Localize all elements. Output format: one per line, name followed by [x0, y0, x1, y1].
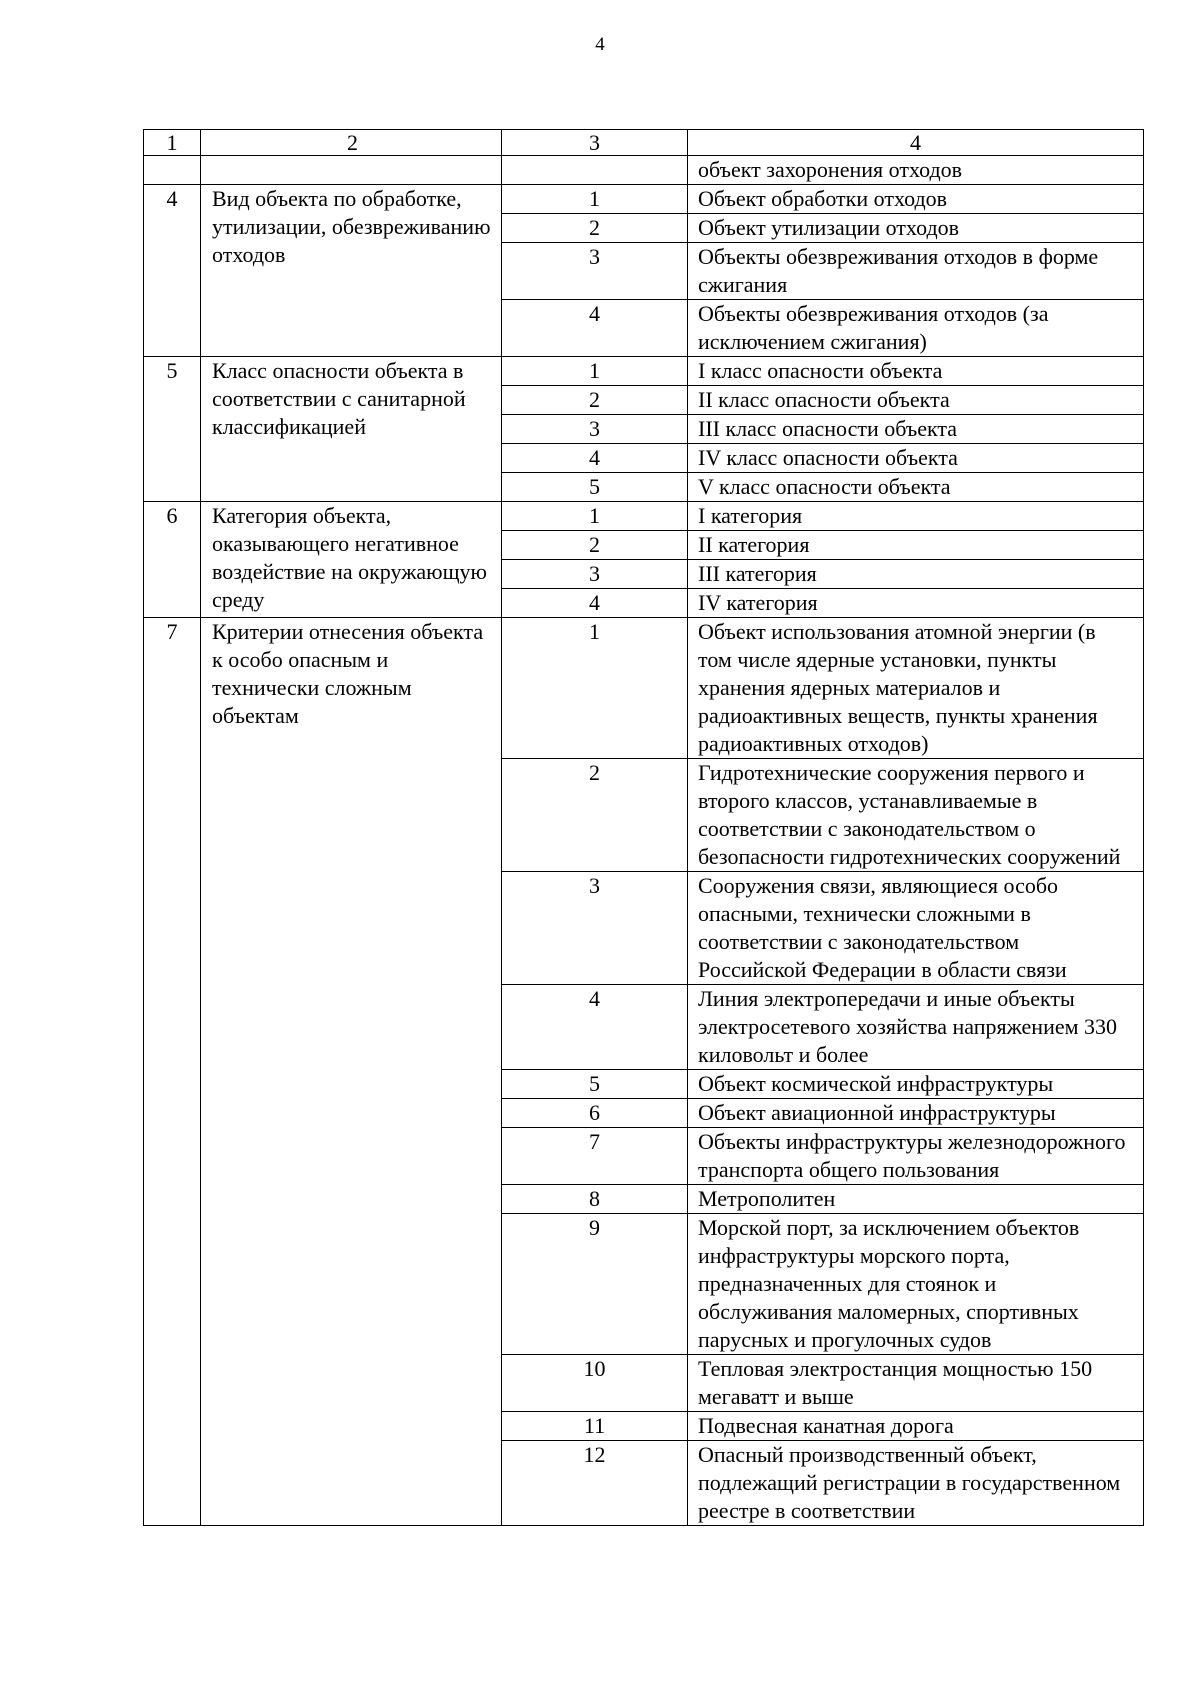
item-text: Опасный производственный объект, подлежащий регистрации в государственном реестре в соответствии	[688, 1441, 1144, 1526]
item-code: 12	[502, 1441, 688, 1526]
group-id: 7	[144, 618, 201, 1526]
item-text: Сооружения связи, являющиеся особо опасными, технически сложными в соответствии с законодательством Российской Федерации в области связи	[688, 872, 1144, 985]
item-text: Подвесная канатная дорога	[688, 1412, 1144, 1441]
header-row	[144, 130, 1144, 156]
item-text: Линия электропередачи и иные объекты электросетевого хозяйства напряжением 330 киловольт и более	[688, 985, 1144, 1070]
item-text: II категория	[688, 531, 1144, 560]
header-cell-2: 2	[201, 130, 502, 156]
group-title: Категория объекта, оказывающего негативное воздействие на окружающую среду	[201, 502, 502, 618]
page-number: 4	[595, 34, 605, 55]
item-code: 3	[502, 243, 688, 300]
header-cell-4: 4	[688, 130, 1144, 156]
table-row	[144, 618, 1144, 759]
continuation-group-id	[144, 156, 201, 185]
item-text: Объекты инфраструктуры железнодорожного транспорта общего пользования	[688, 1128, 1144, 1185]
item-text: Объект космической инфраструктуры	[688, 1070, 1144, 1099]
continuation-row	[144, 156, 1144, 185]
item-text: Объекты обезвреживания отходов (за исключением сжигания)	[688, 300, 1144, 357]
item-text: Объект обработки отходов	[688, 185, 1144, 214]
group-title: Вид объекта по обработке, утилизации, обезвреживанию отходов	[201, 185, 502, 357]
table-row	[144, 502, 1144, 531]
table-row	[144, 185, 1144, 214]
item-code: 3	[502, 415, 688, 444]
item-code: 2	[502, 214, 688, 243]
item-code: 4	[502, 444, 688, 473]
item-code: 1	[502, 185, 688, 214]
item-code: 2	[502, 531, 688, 560]
item-code: 6	[502, 1099, 688, 1128]
group-title: Класс опасности объекта в соответствии с санитарной классификацией	[201, 357, 502, 502]
continuation-group-title	[201, 156, 502, 185]
table-body	[144, 130, 1144, 1526]
group-title: Критерии отнесения объекта к особо опасным и технически сложным объектам	[201, 618, 502, 1526]
item-code: 1	[502, 618, 688, 759]
item-code: 2	[502, 759, 688, 872]
item-code: 11	[502, 1412, 688, 1441]
item-code: 10	[502, 1355, 688, 1412]
item-text: Метрополитен	[688, 1185, 1144, 1214]
group-id: 5	[144, 357, 201, 502]
item-code: 4	[502, 589, 688, 618]
item-code: 9	[502, 1214, 688, 1355]
item-text: Объект использования атомной энергии (в том числе ядерные установки, пункты хранения ядерных материалов и радиоактивных веществ, пункты хранения радиоактивных отходов)	[688, 618, 1144, 759]
item-text: I категория	[688, 502, 1144, 531]
table-row	[144, 357, 1144, 386]
item-text: III класс опасности объекта	[688, 415, 1144, 444]
item-text: Объект авиационной инфраструктуры	[688, 1099, 1144, 1128]
item-text: Гидротехнические сооружения первого и второго классов, устанавливаемые в соответствии с законодательством о безопасности гидротехнических сооружений	[688, 759, 1144, 872]
item-text: Объект утилизации отходов	[688, 214, 1144, 243]
classification-table	[143, 129, 1144, 1526]
item-text: IV категория	[688, 589, 1144, 618]
item-text: Объекты обезвреживания отходов в форме сжигания	[688, 243, 1144, 300]
item-text: Тепловая электростанция мощностью 150 мегаватт и выше	[688, 1355, 1144, 1412]
item-text: III категория	[688, 560, 1144, 589]
item-code: 3	[502, 872, 688, 985]
item-code: 7	[502, 1128, 688, 1185]
item-code: 5	[502, 473, 688, 502]
group-id: 4	[144, 185, 201, 357]
continuation-item-code	[502, 156, 688, 185]
item-text: I класс опасности объекта	[688, 357, 1144, 386]
item-code: 5	[502, 1070, 688, 1099]
item-text: IV класс опасности объекта	[688, 444, 1144, 473]
header-cell-1: 1	[144, 130, 201, 156]
item-code: 1	[502, 357, 688, 386]
group-id: 6	[144, 502, 201, 618]
item-text: Морской порт, за исключением объектов инфраструктуры морского порта, предназначенных для стоянок и обслуживания маломерных, спортивных парусных и прогулочных судов	[688, 1214, 1144, 1355]
item-code: 4	[502, 985, 688, 1070]
item-code: 2	[502, 386, 688, 415]
item-text: V класс опасности объекта	[688, 473, 1144, 502]
item-text: II класс опасности объекта	[688, 386, 1144, 415]
continuation-item-text: объект захоронения отходов	[688, 156, 1144, 185]
item-code: 4	[502, 300, 688, 357]
item-code: 3	[502, 560, 688, 589]
header-cell-3: 3	[502, 130, 688, 156]
item-code: 1	[502, 502, 688, 531]
item-code: 8	[502, 1185, 688, 1214]
